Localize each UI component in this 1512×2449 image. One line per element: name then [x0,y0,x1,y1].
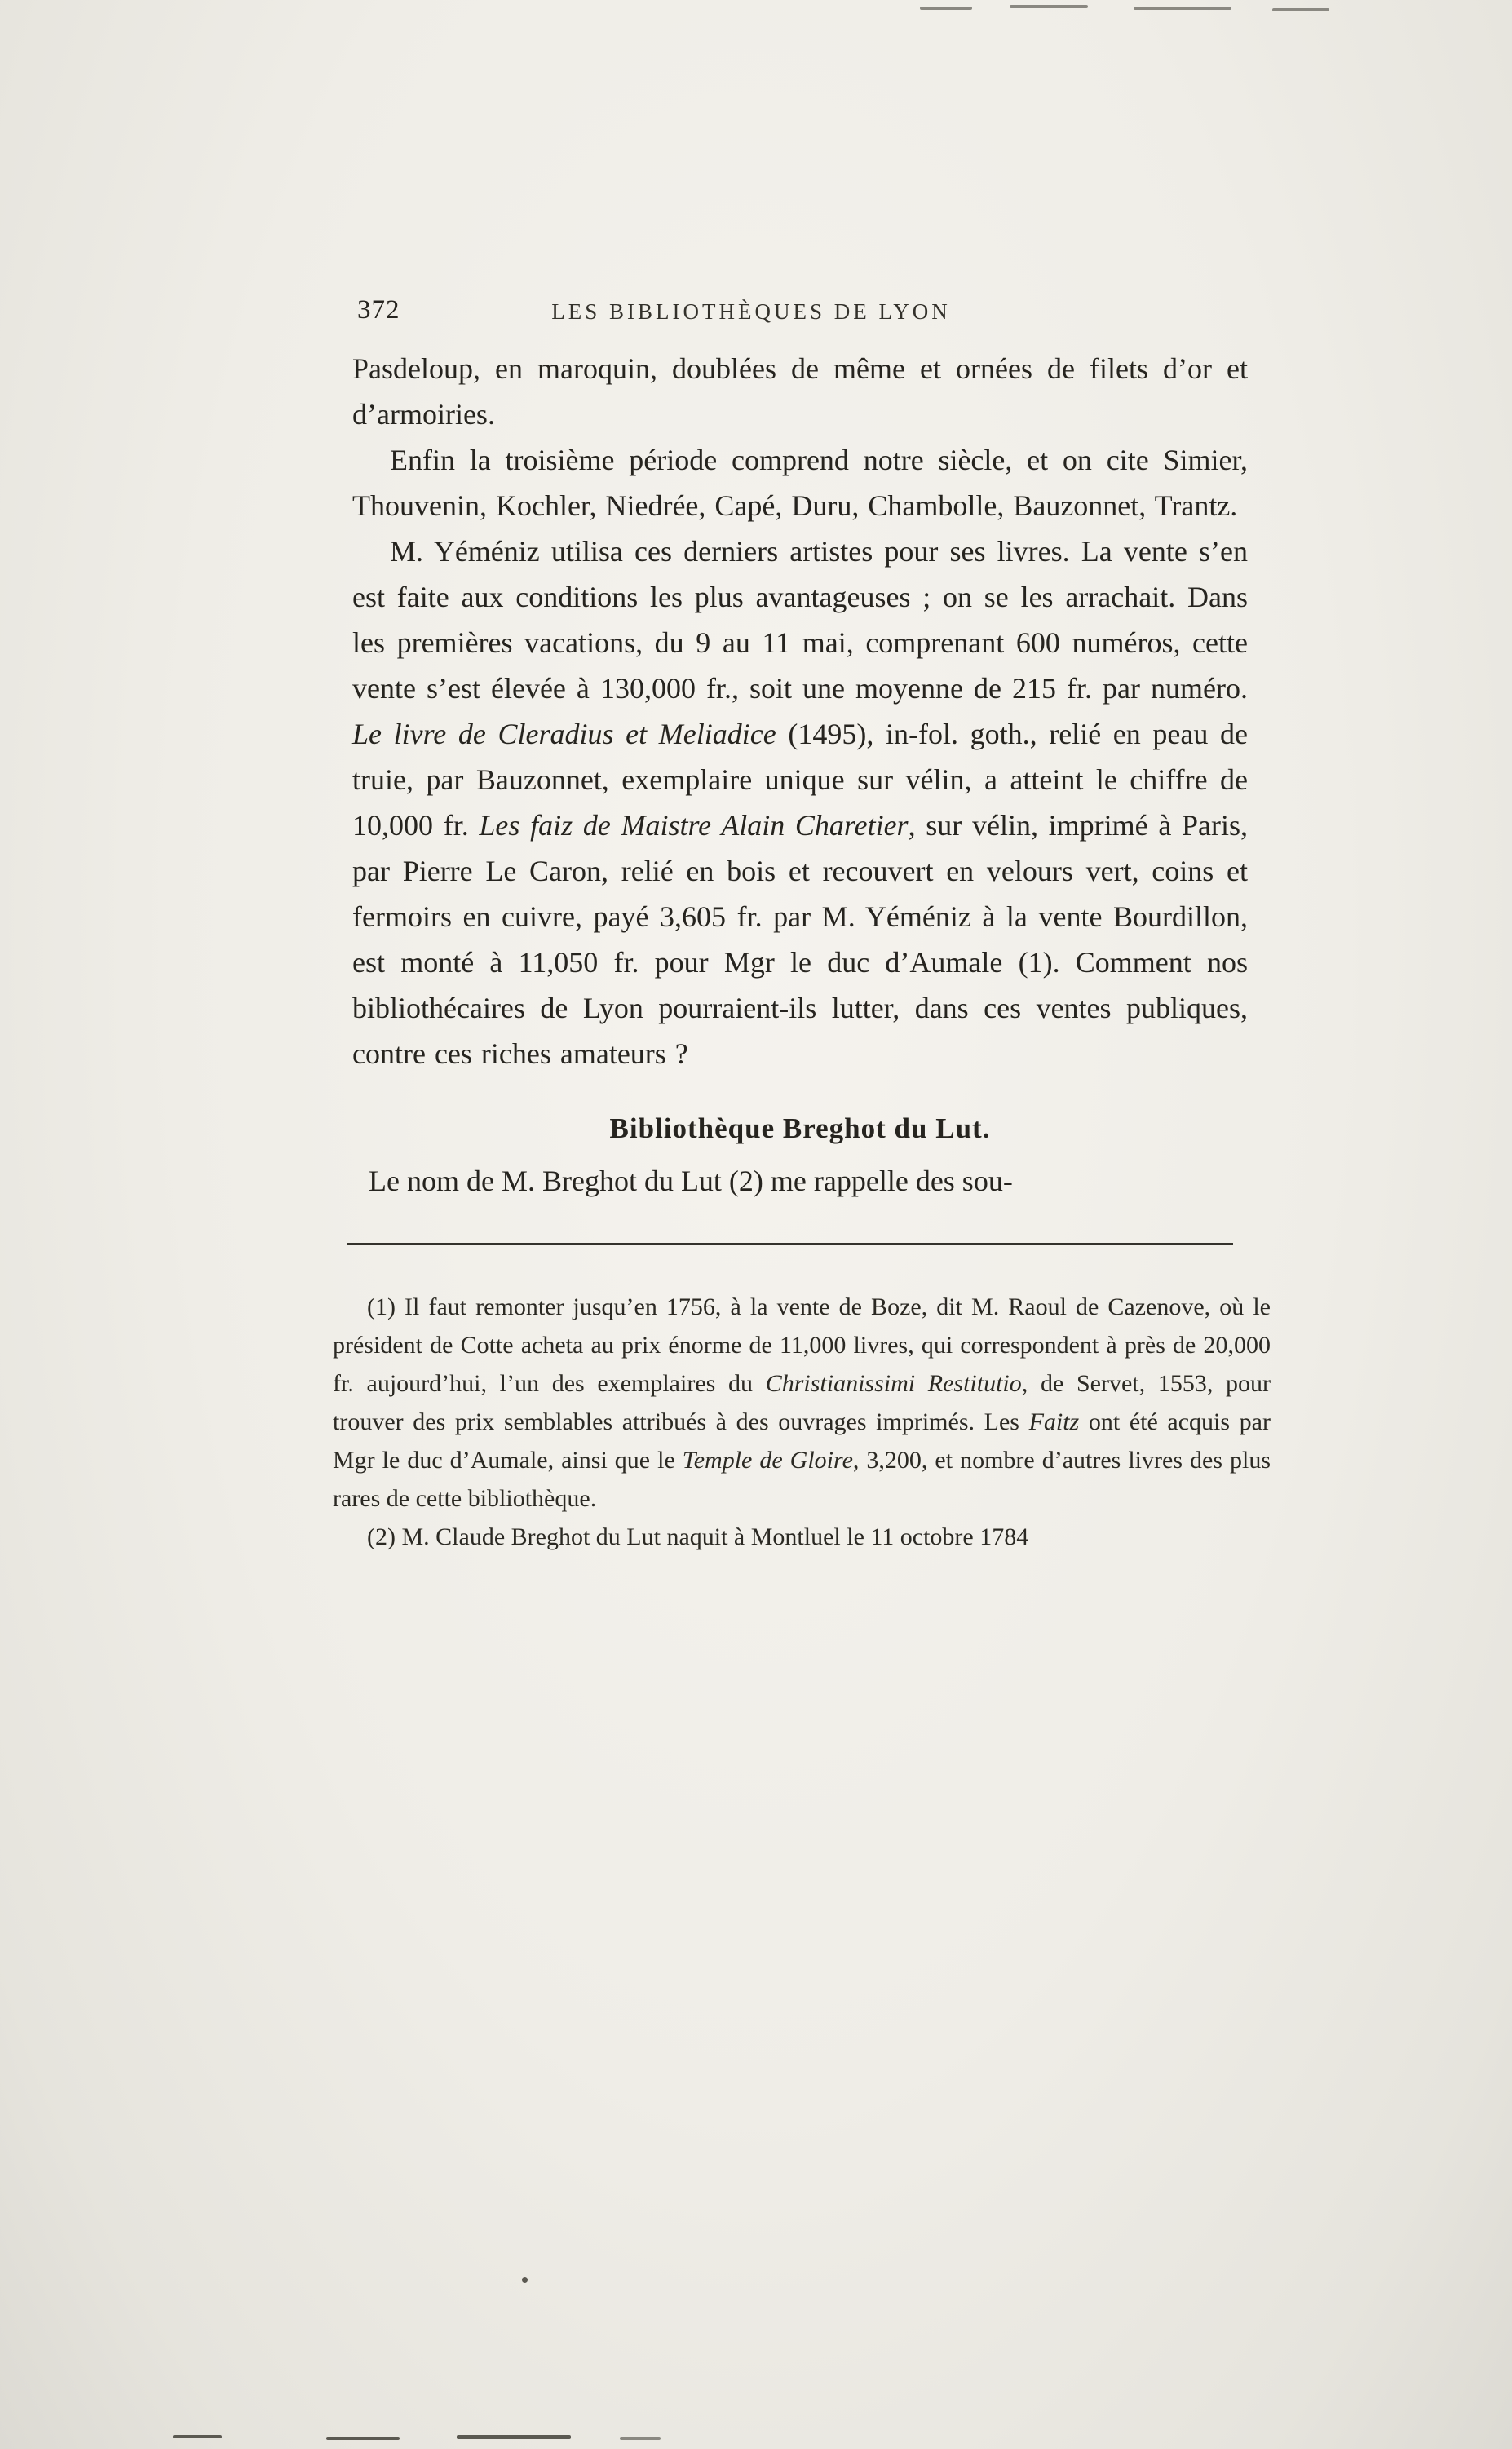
scan-artifact [920,7,972,10]
footnote-1 [333,1288,1271,1518]
page-header [352,295,1248,336]
footnote-text: , de Servet, 1553, pour trouver des prix semblables attribués à des ouvrages imprimés. Les [333,1370,1271,1435]
page-content [333,295,1271,1556]
footnote-separator [347,1243,1233,1245]
page-number: 372 [357,295,400,325]
paragraph [352,528,1248,1076]
scan-artifact [1272,8,1329,11]
scan-artifact [457,2435,571,2439]
paragraph: Enfin la troisième période comprend notre siècle, et on cite Simier, Thouvenin, Kochler, Niedrée, Capé, Duru, Chambolle, Bauzonnet, Trantz. [352,444,1248,522]
paragraph-text: , sur vélin, imprimé à Paris, par Pierre Le Caron, relié en bois et recouvert en velours vert, coins et fermoirs en cuivre, payé 3,605 fr. par M. Yéméniz à la vente Bourdillon, est monté à 11,050 fr. pour Mgr le duc d’Aumale (1). Comment nos bibliothécaires de Lyon pourraient-ils lutter, dans ces ventes publiques, contre ces riches amateurs ? [352,809,1249,1070]
scan-artifact [173,2435,222,2438]
footnote-2: (2) M. Claude Breghot du Lut naquit à Montluel le 11 octobre 1784 [367,1523,1029,1550]
paragraph-text: (1495), in-fol. goth., relié en peau de truie, par Bauzonnet, exemplaire unique sur vélin, a atteint le chiffre de 10,000 fr. [352,718,1248,842]
book-title: Les faiz de Maistre Alain Charetier [479,809,909,842]
book-title: Faitz [1028,1408,1080,1435]
footnote-text: ont été acquis par Mgr le duc d’Aumale, ainsi que le [333,1408,1271,1474]
scan-artifact [1010,5,1088,8]
scan-artifact [620,2437,661,2440]
paragraph: Pasdeloup, en maroquin, doublées de même et ornées de filets d’or et d’armoiries. [352,352,1248,431]
book-title: Le livre de Cleradius et Meliadice [352,718,776,750]
scan-artifact [522,2277,528,2283]
scan-artifact [326,2437,400,2440]
book-title: Christianissimi Restitutio [765,1370,1022,1397]
running-title: LES BIBLIOTHÈQUES DE LYON [551,299,951,324]
book-title: Temple de Gloire [682,1447,853,1474]
footnote-text: , 3,200, et nombre d’autres livres des plus rares de cette bibliothèque. [333,1447,1271,1512]
footnote-text: (1) Il faut remonter jusqu’en 1756, à la vente de Boze, dit M. Raoul de Cazenove, où le président de Cotte acheta au prix énorme de 11,000 livres, qui correspondent à près de 20,000 fr. aujourd’hui, l’un des exemplaires du [333,1293,1271,1397]
section-heading: Bibliothèque Breghot du Lut. [609,1112,991,1144]
section-opening-line: Le nom de M. Breghot du Lut (2) me rappelle des sou- [369,1165,1013,1197]
scan-artifact [1134,7,1231,10]
paragraph-text: M. Yéméniz utilisa ces derniers artistes pour ses livres. La vente s’en est faite aux conditions les plus avantageuses ; on se les arrachait. Dans les premières vacations, du 9 au 11 mai, comprenant 600 numéros, cette vente s’est élevée à 130,000 fr., soit une moyenne de 215 fr. par numéro. [352,535,1248,705]
body-text [352,346,1248,1076]
footnotes [333,1288,1271,1556]
